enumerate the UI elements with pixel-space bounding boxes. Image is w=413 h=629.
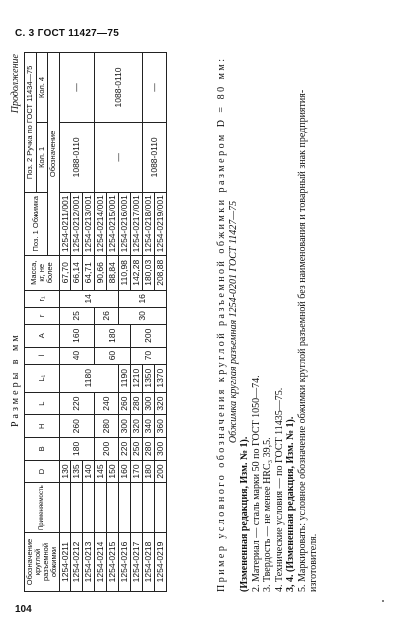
cell-D: 200	[154, 460, 166, 483]
cell-L1: 1370	[154, 364, 166, 392]
cell-D: 135	[71, 460, 83, 483]
cell-D: 170	[131, 460, 143, 483]
cell-pos1: 1254-0219/001	[154, 192, 166, 255]
cell-D: 140	[83, 460, 95, 483]
cell-kol1: —	[95, 122, 143, 192]
change-note-1: (Измененная редакция, Изм. № 1).	[239, 436, 250, 592]
col-B: B	[25, 438, 60, 461]
cell-mass: 90,66	[95, 255, 107, 290]
row-code: 1254-0211	[59, 533, 71, 592]
cell-L1: 1190	[119, 364, 131, 392]
cell-l: 40	[59, 347, 95, 364]
cell-pos1: 1254-0218/001	[142, 192, 154, 255]
cell-pos1: 1254-0217/001	[131, 192, 143, 255]
note-item-2: 2. Материал — сталь марки 50 по ГОСТ 1050—74.	[250, 375, 262, 592]
cell-mass: 88,84	[107, 255, 119, 290]
col-oboznachenie: Обозначение	[48, 53, 60, 256]
notes-block	[216, 52, 320, 592]
cell-mass: 67,70	[59, 255, 71, 290]
row-code: 1254-0212	[71, 533, 83, 592]
cell-L: 280	[131, 392, 143, 415]
cell-D: 160	[119, 460, 131, 483]
col-kol1: Кол. 1	[36, 122, 48, 192]
cell-L: 220	[59, 392, 95, 415]
cell-pos1: 1254-0211/001	[59, 192, 71, 255]
cell-H: 300	[119, 415, 131, 438]
cell-B: 200	[95, 438, 119, 461]
cell-r: 25	[59, 307, 95, 324]
table-row	[59, 53, 71, 592]
row-code: 1254-0216	[119, 533, 131, 592]
note-item-3-4: 3, 4. (Измененная редакция, Изм. № 1).	[285, 416, 296, 592]
col-D: D	[25, 460, 60, 483]
cell-B: 250	[131, 438, 143, 461]
col-r1: r₁	[25, 290, 60, 307]
cell-B: 180	[59, 438, 95, 461]
cell-pos1: 1254-0216/001	[119, 192, 131, 255]
cell-kol4: —	[142, 53, 166, 123]
col-designation: Обозначение круглой разъемной обжимки	[25, 533, 60, 592]
cell-kol4: —	[59, 53, 95, 123]
cell-A: 160	[59, 324, 95, 347]
cell-L: 320	[154, 392, 166, 415]
col-mass: Масса, кг, не более	[25, 255, 60, 290]
cell-l: 60	[95, 347, 131, 364]
cell-pos1: 1254-0212/001	[71, 192, 83, 255]
cell-pos1: 1254-0215/001	[107, 192, 119, 255]
col-l: l	[25, 347, 60, 364]
row-code: 1254-0219	[154, 533, 166, 592]
cell-mass: 142,28	[131, 255, 143, 290]
cell-L1: 1350	[142, 364, 154, 392]
cell-kol1: 1088-0110	[59, 122, 95, 192]
cell-l: 70	[131, 347, 167, 364]
col-applicability: Применяемость	[25, 483, 60, 533]
example-designation: Обжимка круглая разъемная 1254-0201 ГОСТ 11427—75	[227, 200, 239, 444]
row-code: 1254-0215	[107, 533, 119, 592]
cell-B: 280	[142, 438, 154, 461]
cell-pos1: 1254-0214/001	[95, 192, 107, 255]
cell-D: 130	[59, 460, 71, 483]
note-item-5: 5. Маркировать: условное обозначение обжимки круглой разъемной без наименования и товарный знак предприятия-изготовителя.	[296, 89, 319, 592]
cell-D: 150	[107, 460, 119, 483]
cell-mass: 180,03	[142, 255, 154, 290]
col-A: A	[25, 324, 60, 347]
cell-D: 145	[95, 460, 107, 483]
cell-mass: 64,71	[83, 255, 95, 290]
cell-r: 30	[119, 307, 167, 324]
cell-L1: 1210	[131, 364, 143, 392]
rotated-page-content	[10, 52, 402, 592]
cell-H: 320	[131, 415, 143, 438]
cell-B: 220	[119, 438, 131, 461]
note-item-3: 3. Твердость — не менее HRC₃ 39,5.	[262, 437, 273, 592]
cell-L: 240	[95, 392, 119, 415]
col-L: L	[25, 392, 60, 415]
cell-B: 300	[154, 438, 166, 461]
cell-H: 280	[95, 415, 119, 438]
col-H: H	[25, 415, 60, 438]
cell-L: 260	[119, 392, 131, 415]
cell-mass: 208,88	[154, 255, 166, 290]
cell-kol4: 1088-0110	[95, 53, 143, 123]
sizes-title: Размеры в мм	[10, 332, 21, 427]
cell-r1: 14	[59, 290, 119, 307]
cell-A: 200	[131, 324, 167, 347]
standard-header: С. 3 ГОСТ 11427—75	[15, 28, 120, 39]
row-code: 1254-0213	[83, 533, 95, 592]
col-pos2: Поз. 2 Ручка по ГОСТ 11434—75	[25, 53, 37, 193]
continuation-label: Продолжение	[10, 54, 21, 114]
cell-r1: 16	[119, 290, 167, 307]
col-L1: L₁	[25, 364, 60, 392]
cell-L: 300	[142, 392, 154, 415]
cell-pos1: 1254-0213/001	[83, 192, 95, 255]
col-r: r	[25, 307, 60, 324]
cell-mass: 66,14	[71, 255, 83, 290]
cell-A: 180	[95, 324, 131, 347]
cell-r: 26	[95, 307, 119, 324]
dimensions-table	[24, 52, 167, 592]
page-number: 104	[15, 604, 32, 615]
row-code: 1254-0218	[142, 533, 154, 592]
note-item-4: 4. Технические условия — по ГОСТ 11435—75.	[273, 387, 285, 592]
cell-mass: 110,98	[119, 255, 131, 290]
row-code: 1254-0217	[131, 533, 143, 592]
cell-L1: 1180	[59, 364, 119, 392]
table-row	[95, 53, 107, 592]
col-kol4: Кол. 4	[36, 53, 48, 123]
cell-H: 260	[59, 415, 95, 438]
cell-D: 180	[142, 460, 154, 483]
col-pos1: Поз. 1 Обжимка	[25, 192, 48, 255]
cell-H: 340	[142, 415, 154, 438]
scan-dot	[382, 600, 384, 602]
example-intro: Пример условного обозначения круглой разъемной обжимки размером D = 80 мм:	[216, 56, 227, 592]
cell-H: 360	[154, 415, 166, 438]
cell-kol1: 1088-0110	[142, 122, 166, 192]
row-code: 1254-0214	[95, 533, 107, 592]
